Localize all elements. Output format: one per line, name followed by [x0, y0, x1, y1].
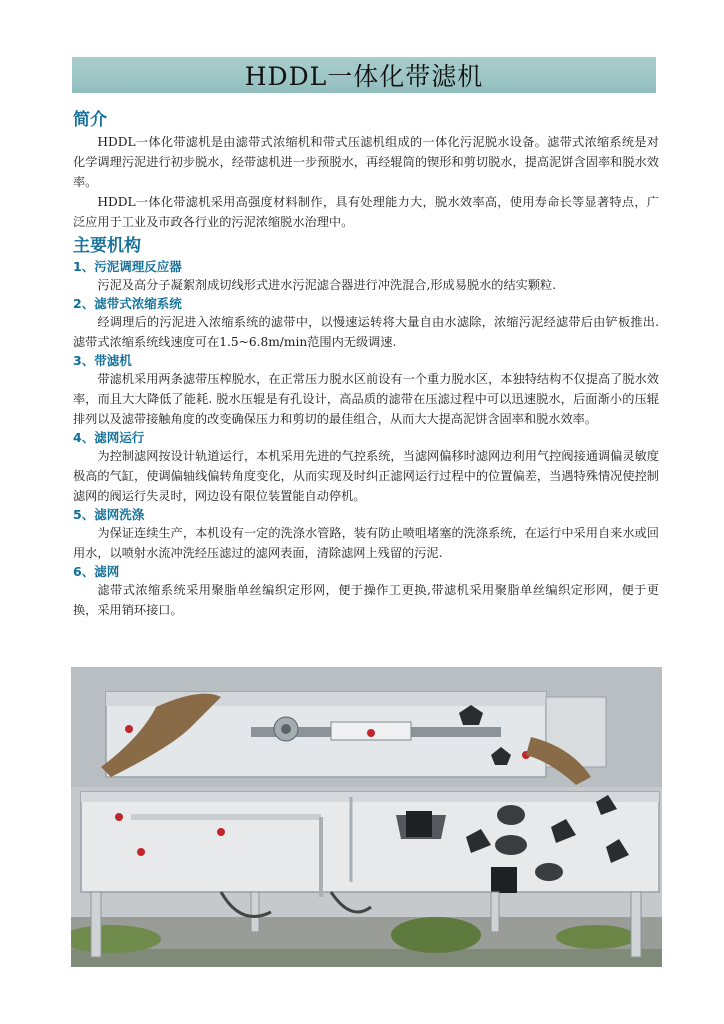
mechanism-item-text: 污泥及高分子凝絮剂成切线形式进水污泥滤合器进行冲洗混合,形成易脱水的结实颗粒. — [97, 278, 557, 292]
mechanism-item-text: 为保证连续生产，本机设有一定的洗涤水管路，装有防止喷咀堵塞的洗涤系统，在运行中采用自来水或回用水，以喷射水流冲洗经压滤过的滤网表面，清除滤网上残留的污泥. — [73, 526, 659, 560]
intro-paragraph: HDDL一体化带滤机采用高强度材料制作，具有处理能力大，脱水效率高，使用寿命长等显著特点，广泛应用于工业及市政各行业的污泥浓缩脱水治理中。 — [73, 195, 659, 229]
page-title: HDDL一体化带滤机 — [244, 62, 484, 91]
mechanism-item-text: 经调理后的污泥进入浓缩系统的滤带中，以慢速运转将大量自由水滤除，浓缩污泥经滤带后由铲板推出. 滤带式浓缩系统线速度可在1.5~6.8m/min范围内无级调速. — [73, 315, 659, 349]
intro-paragraph: HDDL一体化带滤机是由滤带式浓缩机和带式压滤机组成的一体化污泥脱水设备。滤带式浓缩系统是对化学调理污泥进行初步脱水，经带滤机进一步预脱水，再经辊筒的锲形和剪切脱水，提高泥饼含固率和脱水效率。 — [73, 135, 659, 189]
mechanism-item-title: 2、滤带式浓缩系统 — [73, 296, 182, 311]
mechanism-item-title: 3、带滤机 — [73, 353, 132, 368]
mechanism-item-text: 滤带式浓缩系统采用聚脂单丝编织定形网，便于操作工更换,带滤机采用聚脂单丝编织定形网，便于更换，采用销环接口。 — [73, 583, 659, 617]
document-body — [73, 108, 659, 620]
mechanism-heading: 主要机构 — [73, 236, 141, 256]
machine-photo — [71, 667, 662, 967]
mechanism-item-title: 1、污泥调理反应器 — [73, 259, 182, 274]
title-bar — [72, 57, 656, 93]
mechanism-item-title: 4、滤网运行 — [73, 430, 145, 445]
mechanism-item-text: 为控制滤网按设计轨道运行，本机采用先进的气控系统，当滤网偏移时滤网边利用气控阀接通调偏灵敏度极高的气缸，使调偏轴线偏转角度变化，从而实现及时纠正滤网运行过程中的位置偏差，当遇特殊情况使控制滤网的阀运行失灵时，网边设有限位装置能自动停机。 — [73, 449, 659, 503]
mechanism-item-title: 6、滤网 — [73, 564, 120, 579]
machine-illustration — [71, 667, 662, 967]
intro-heading: 简介 — [73, 110, 107, 130]
mechanism-item-title: 5、滤网洗涤 — [73, 507, 145, 522]
mechanism-item-text: 带滤机采用两条滤带压榨脱水，在正常压力脱水区前设有一个重力脱水区，本独特结构不仅提高了脱水效率，而且大大降低了能耗. 脱水压辊是有孔设计，高品质的滤带在压滤过程中可以迅速脱水，后面渐小的压辊排列以及滤带接触角度的改变确保压力和剪切的最佳组合，从而大大提高泥饼含固率和脱水效率。 — [73, 372, 659, 426]
